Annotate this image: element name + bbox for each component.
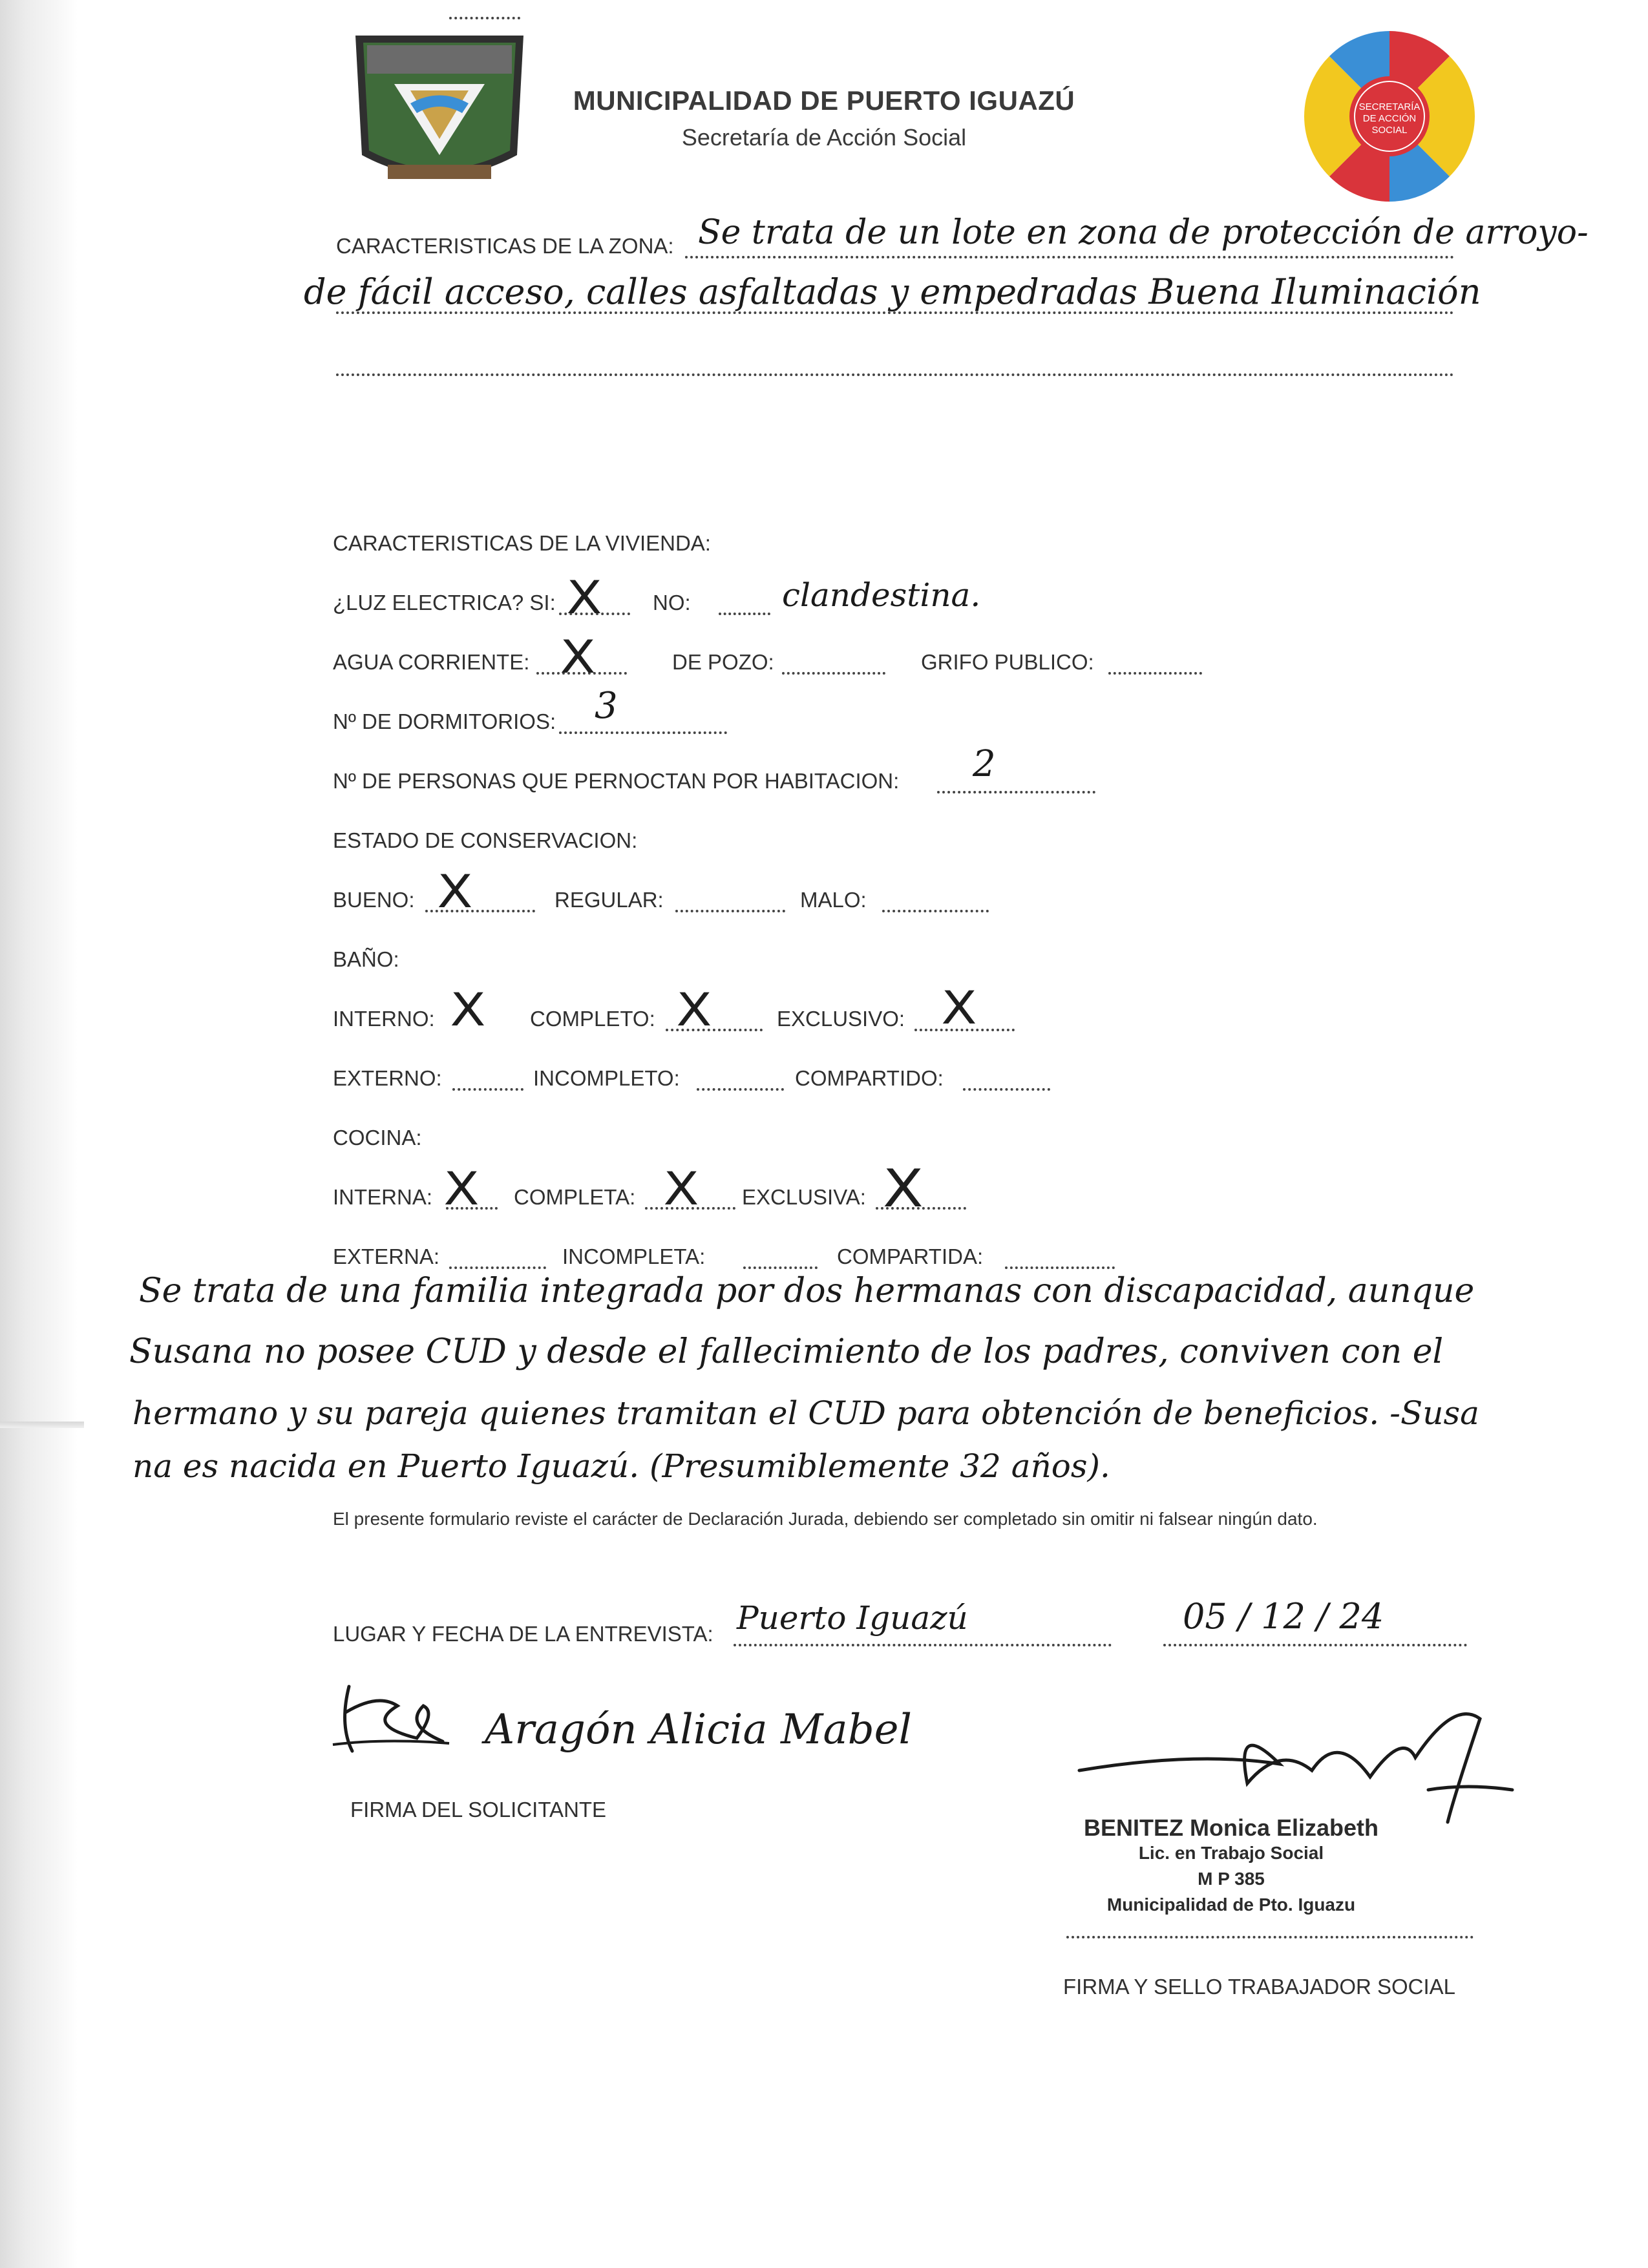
- externa-field: [449, 1250, 546, 1269]
- observaciones-line-4: na es nacida en Puerto Iguazú. (Presumiblemente 32 años).: [132, 1447, 1110, 1485]
- svg-text:DE ACCIÓN: DE ACCIÓN: [1362, 113, 1417, 124]
- estado-heading: ESTADO DE CONSERVACION:: [333, 828, 638, 852]
- luz-note-handwritten: clandestina.: [782, 576, 981, 614]
- trabajador-signature-scribble: [1066, 1693, 1519, 1835]
- completa-check: X: [663, 1162, 699, 1215]
- interno-check: X: [450, 983, 486, 1036]
- compartido-label: COMPARTIDO:: [795, 1066, 944, 1090]
- exclusiva-label: EXCLUSIVA:: [742, 1185, 866, 1209]
- zona-handwritten-line-1: Se trata de un lote en zona de protección de arroyo-: [698, 213, 1589, 252]
- bueno-check: X: [437, 865, 473, 918]
- zona-label: CARACTERISTICAS DE LA ZONA:: [336, 234, 674, 258]
- pozo-label: DE POZO:: [672, 650, 774, 674]
- incompleto-label: INCOMPLETO:: [533, 1066, 680, 1090]
- externa-label: EXTERNA:: [333, 1244, 440, 1268]
- compartido-field: [963, 1071, 1050, 1091]
- exclusivo-check: X: [941, 982, 977, 1034]
- scan-fold: [0, 1422, 84, 1428]
- solicitante-signature-scribble: [326, 1667, 456, 1770]
- vivienda-heading: CARACTERISTICAS DE LA VIVIENDA:: [333, 531, 711, 555]
- luz-si-check: X: [566, 571, 602, 624]
- completa-label: COMPLETA:: [514, 1185, 636, 1209]
- agua-label: AGUA CORRIENTE:: [333, 650, 530, 674]
- accion-social-logo: [1299, 26, 1480, 207]
- entrevista-fecha: 05 / 12 / 24: [1183, 1596, 1384, 1637]
- dormitorios-value: 3: [595, 685, 618, 727]
- dormitorios-label: Nº DE DORMITORIOS:: [333, 709, 556, 733]
- declaracion-jurada-notice: El presente formulario reviste el carácter de Declaración Jurada, debiendo ser completado sin omitir ni falsear ningún dato.: [333, 1509, 1318, 1529]
- observaciones-line-2: Susana no posee CUD y desde el fallecimiento de los padres, conviven con el: [129, 1332, 1444, 1371]
- exclusivo-label: EXCLUSIVO:: [777, 1007, 905, 1031]
- solicitante-label: FIRMA DEL SOLICITANTE: [350, 1798, 607, 1822]
- trabajador-signature-line: [1066, 1919, 1474, 1938]
- luz-no-label: NO:: [653, 591, 691, 614]
- interna-check: X: [443, 1162, 480, 1215]
- externo-field: [452, 1071, 523, 1091]
- stamp-mp: M P 385: [1198, 1869, 1265, 1889]
- regular-label: REGULAR:: [555, 888, 664, 912]
- observaciones-line-3: hermano y su pareja quienes tramitan el CUD para obtención de beneficios. -Susa: [132, 1394, 1479, 1432]
- header-title: MUNICIPALIDAD DE PUERTO IGUAZÚ: [573, 85, 1075, 116]
- agua-check: X: [560, 631, 596, 684]
- incompleto-field: [697, 1071, 784, 1091]
- header-subtitle: Secretaría de Acción Social: [681, 124, 967, 151]
- scan-edge: [0, 0, 78, 2268]
- zona-handwritten-line-2: de fácil acceso, calles asfaltadas y empedradas Buena Iluminación: [304, 271, 1481, 312]
- grifo-field: [1108, 655, 1202, 675]
- personas-field: [937, 774, 1095, 793]
- personas-value: 2: [973, 743, 996, 785]
- exclusiva-check: X: [882, 1159, 924, 1219]
- pozo-field: [782, 655, 885, 675]
- compartida-field: [1005, 1250, 1115, 1269]
- luz-no-field: [719, 596, 770, 615]
- stamp-org: Municipalidad de Pto. Iguazu: [1106, 1895, 1356, 1915]
- bueno-label: BUENO:: [333, 888, 415, 912]
- zona-dotted-line-3: [336, 357, 1454, 376]
- grifo-label: GRIFO PUBLICO:: [921, 650, 1094, 674]
- logo-text-secretaria: SECRETARÍA: [1358, 101, 1421, 112]
- luz-label: ¿LUZ ELECTRICA? SI:: [333, 591, 556, 614]
- svg-text:SOCIAL: SOCIAL: [1371, 125, 1408, 136]
- trabajador-label: FIRMA Y SELLO TRABAJADOR SOCIAL: [1063, 1975, 1456, 1999]
- incompleta-label: INCOMPLETA:: [562, 1244, 706, 1268]
- entrevista-lugar: Puerto Iguazú: [737, 1599, 968, 1637]
- malo-label: MALO:: [800, 888, 867, 912]
- malo-field: [882, 893, 989, 912]
- stamp-title: Lic. en Trabajo Social: [1138, 1843, 1324, 1863]
- interna-label: INTERNA:: [333, 1185, 433, 1209]
- stamp-name: BENITEZ Monica Elizabeth: [1083, 1814, 1379, 1841]
- interno-field: [449, 0, 520, 19]
- regular-field: [675, 893, 785, 912]
- observaciones-line-1: Se trata de una familia integrada por dos hermanas con discapacidad, aunque: [139, 1272, 1475, 1310]
- entrevista-label: LUGAR Y FECHA DE LA ENTREVISTA:: [333, 1622, 713, 1646]
- dormitorios-field: [559, 715, 727, 734]
- incompleta-field: [743, 1250, 818, 1269]
- solicitante-signature: Aragón Alicia Mabel: [485, 1706, 912, 1754]
- cocina-heading: COCINA:: [333, 1126, 422, 1150]
- completo-label: COMPLETO:: [530, 1007, 655, 1031]
- completo-check: X: [676, 983, 712, 1036]
- externo-label: EXTERNO:: [333, 1066, 442, 1090]
- compartida-label: COMPARTIDA:: [837, 1244, 984, 1268]
- interno-label: INTERNO:: [333, 1007, 435, 1031]
- bano-heading: BAÑO:: [333, 947, 399, 971]
- personas-label: Nº DE PERSONAS QUE PERNOCTAN POR HABITACION:: [333, 769, 900, 793]
